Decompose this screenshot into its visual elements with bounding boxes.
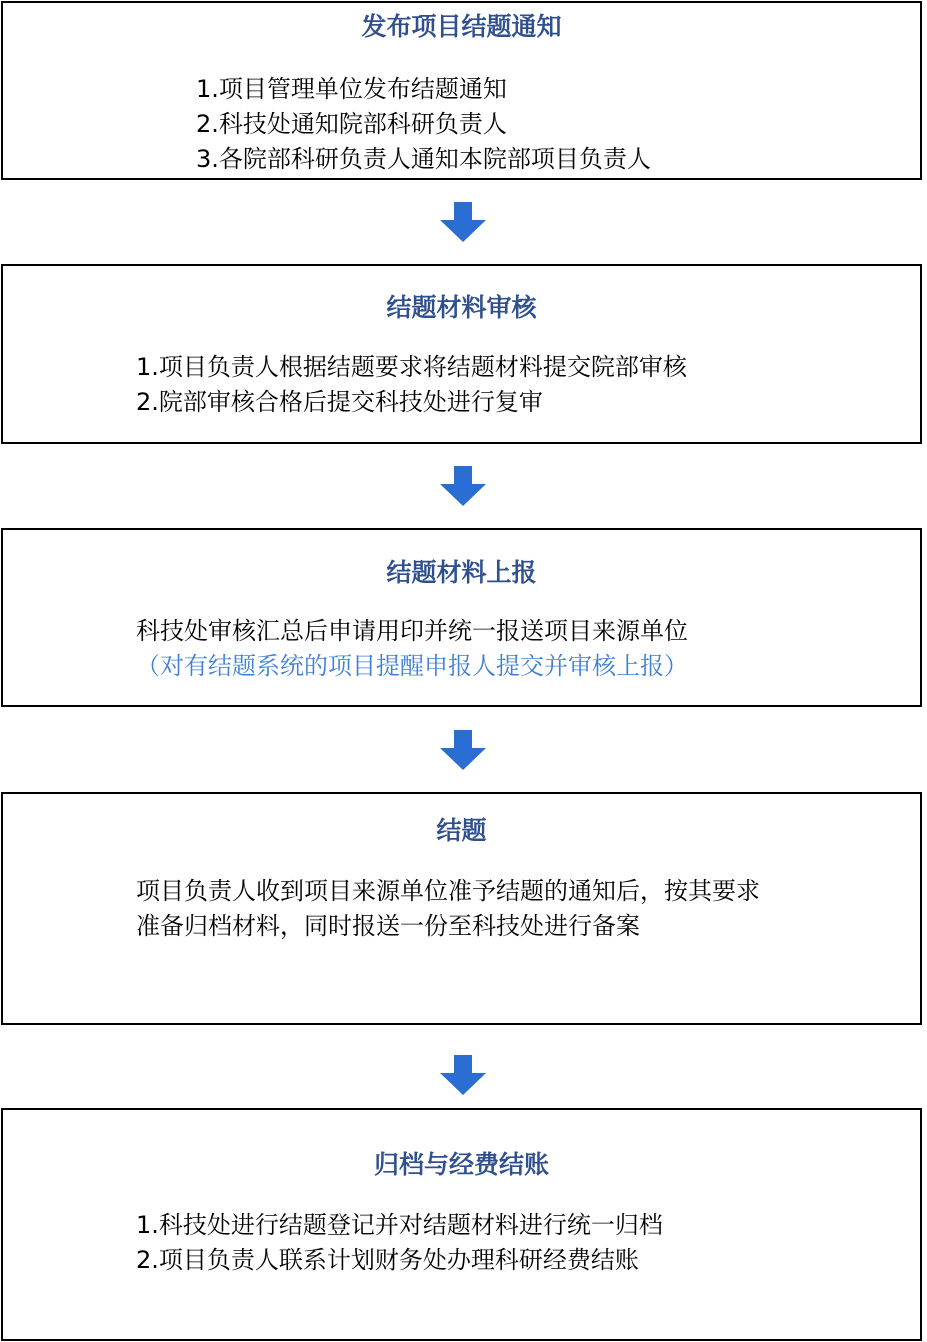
step-body-4 <box>136 874 760 944</box>
step-title-3: 结题材料上报 <box>386 558 537 587</box>
step-title-1: 发布项目结题通知 <box>361 12 562 41</box>
step-1-line-2: 2.科技处通知院部科研负责人 <box>196 110 507 138</box>
step-box-5 <box>1 1108 922 1341</box>
step-title-4: 结题 <box>436 816 487 845</box>
step-box-4 <box>1 792 922 1025</box>
step-title-5: 归档与经费结账 <box>373 1150 549 1179</box>
down-arrow-icon-4 <box>440 1055 486 1095</box>
step-2-line-1: 1.项目负责人根据结题要求将结题材料提交院部审核 <box>136 353 687 381</box>
down-arrow-icon-3 <box>440 730 486 770</box>
step-body-1 <box>196 72 651 177</box>
down-arrow-icon-2 <box>440 466 486 506</box>
step-5-line-2: 2.项目负责人联系计划财务处办理科研经费结账 <box>136 1246 639 1274</box>
step-box-2 <box>1 264 922 444</box>
step-body-3 <box>136 614 688 684</box>
step-1-line-3: 3.各院部科研负责人通知本院部项目负责人 <box>196 145 651 173</box>
step-body-5 <box>136 1208 663 1278</box>
step-1-line-1: 1.项目管理单位发布结题通知 <box>196 75 507 103</box>
down-arrow-icon-1 <box>440 202 486 242</box>
step-body-2 <box>136 350 687 420</box>
step-3-line-1: 科技处审核汇总后申请用印并统一报送项目来源单位 <box>136 617 688 645</box>
step-title-2: 结题材料审核 <box>386 293 537 322</box>
step-5-line-1: 1.科技处进行结题登记并对结题材料进行统一归档 <box>136 1211 663 1239</box>
step-2-line-2: 2.院部审核合格后提交科技处进行复审 <box>136 388 543 416</box>
step-box-3 <box>1 528 922 707</box>
step-4-line-2: 准备归档材料，同时报送一份至科技处进行备案 <box>136 912 640 940</box>
step-4-line-1: 项目负责人收到项目来源单位准予结题的通知后，按其要求 <box>136 877 760 905</box>
step-box-1 <box>1 1 922 180</box>
step-3-note: （对有结题系统的项目提醒申报人提交并审核上报） <box>136 652 688 680</box>
